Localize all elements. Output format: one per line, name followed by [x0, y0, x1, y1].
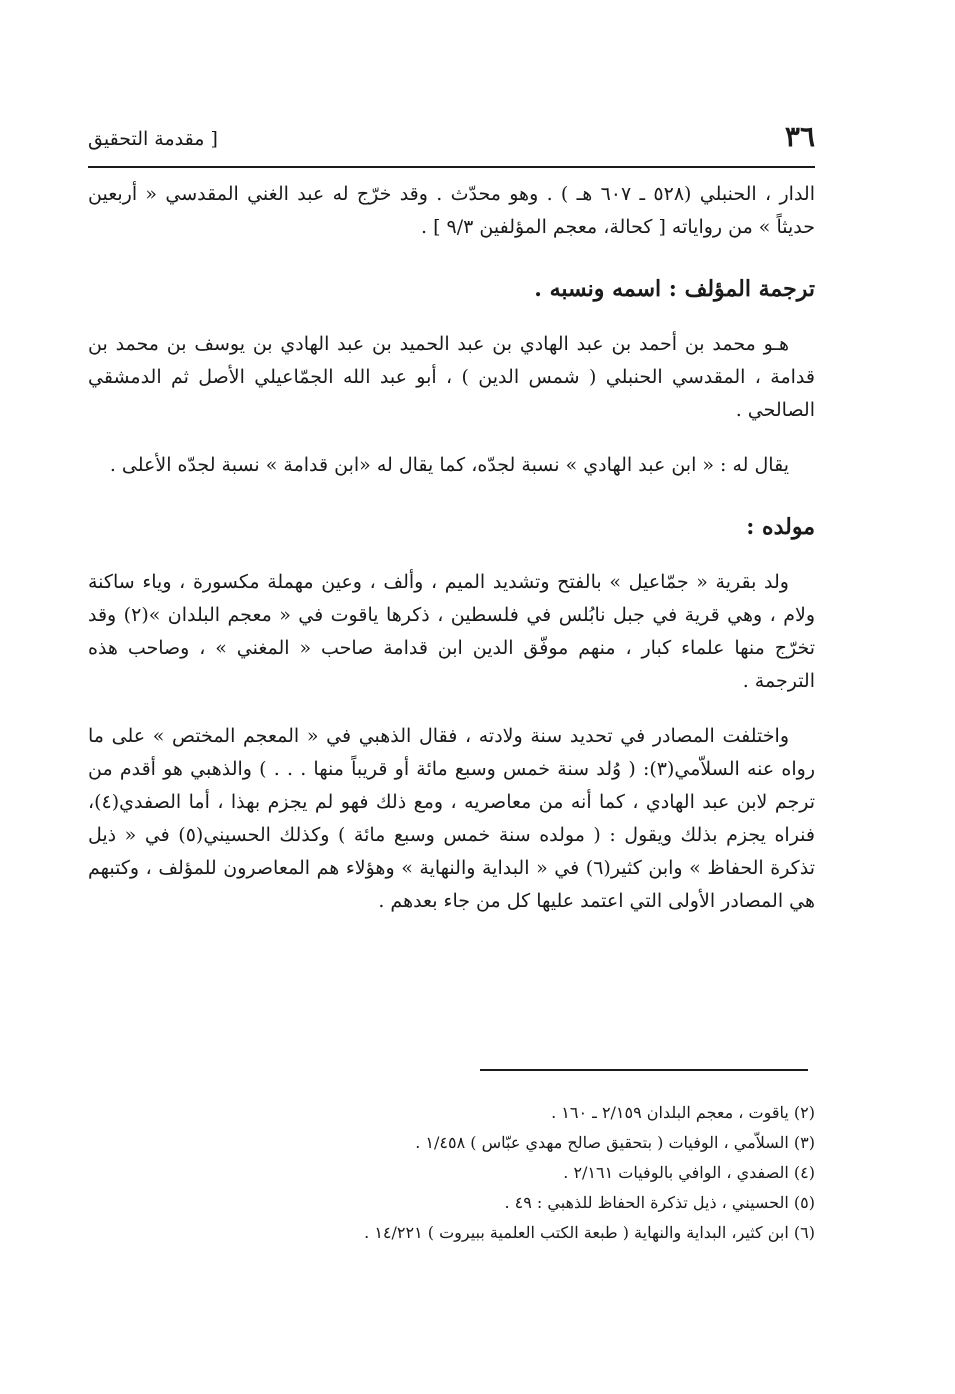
birth-paragraph-2: واختلفت المصادر في تحديد سنة ولادته ، فقال الذهبي في « المعجم المختص » على ما رواه عنه السلاّمي(٣): ( وُلد سنة خمس وسبع مائة أو قريباً منها . . . ) والذهبي هو أقدم من ترجم لابن عبد الهادي ، كما أنه من معاصريه ، ومع ذلك فهو لم يجزم بهذا ، أما الصفدي(٤)، فنراه يجزم بذلك ويقول : ( مولده سنة خمس وسبع مائة ) وكذلك الحسيني(٥) في « ذيل تذكرة الحفاظ » وابن كثير(٦) في « البداية والنهاية » وهؤلاء هم المعاصرون للمؤلف ، وكتبهم هي المصادر الأولى التي اعتمد عليها كل من جاء بعدهم . — [88, 725, 816, 912]
footnote-divider — [480, 1069, 808, 1071]
birth-paragraph-1: ولد بقرية « جمّاعيل » بالفتح وتشديد الميم ، وألف ، وعين مهملة مكسورة ، وياء ساكنة ولام ، وهي قرية في جبل نابُلس في فلسطين ، ذكرها ياقوت في « معجم البلدان »(٢) وقد تخرّج منها علماء كبار ، منهم موفّق الدين ابن قدامة صاحب « المغني » ، وصاحب هذه الترجمة . — [88, 571, 815, 692]
name-paragraph-1: هـو محمد بن أحمد بن عبد الهادي بن عبد الحميد بن عبد الهادي بن يوسف بن محمد بن قدامة ، المقدسي الحنبلي ( شمس الدين ) ، أبو عبد الله الجمّاعيلي الأصل ثم الدمشقي الصالحي . — [88, 333, 815, 421]
section-heading-birth: مولده : — [746, 514, 815, 540]
section-heading-name: ترجمة المؤلف : اسمه ونسبه . — [534, 276, 815, 302]
header-divider — [88, 166, 815, 168]
footnote-item: (٣) السلاّمي ، الوفيات ( بتحقيق صالح مهدي عبّاس ) ١/٤٥٨ . — [415, 1133, 815, 1152]
footnote-item: (٦) ابن كثير، البداية والنهاية ( طبعة الكتب العلمية ببيروت ) ١٤/٢٢١ . — [364, 1223, 815, 1242]
running-title: [ مقدمة التحقيق — [88, 128, 218, 150]
footnotes — [88, 1098, 815, 1248]
name-paragraph-2: يقال له : « ابن عبد الهادي » نسبة لجدّه، كما يقال له «ابن قدامة » نسبة لجدّه الأعلى . — [109, 454, 789, 476]
main-text — [88, 178, 815, 918]
page-header — [88, 120, 815, 160]
footnote-item: (٢) ياقوت ، معجم البلدان ٢/١٥٩ ـ ١٦٠ . — [551, 1103, 815, 1122]
intro-paragraph: الدار ، الحنبلي (٥٢٨ ـ ٦٠٧ هـ ) . وهو محدّث . وقد خرّج له عبد الغني المقدسي « أربعين حديثاً » من رواياته [ كحالة، معجم المؤلفين ٩/٣ ] . — [88, 183, 815, 238]
page-number: ٣٦ — [784, 120, 815, 153]
footnote-item: (٤) الصفدي ، الوافي بالوفيات ٢/١٦١ . — [563, 1163, 815, 1182]
footnote-item: (٥) الحسيني ، ذيل تذكرة الحفاظ للذهبي : ٤٩ . — [504, 1193, 815, 1212]
